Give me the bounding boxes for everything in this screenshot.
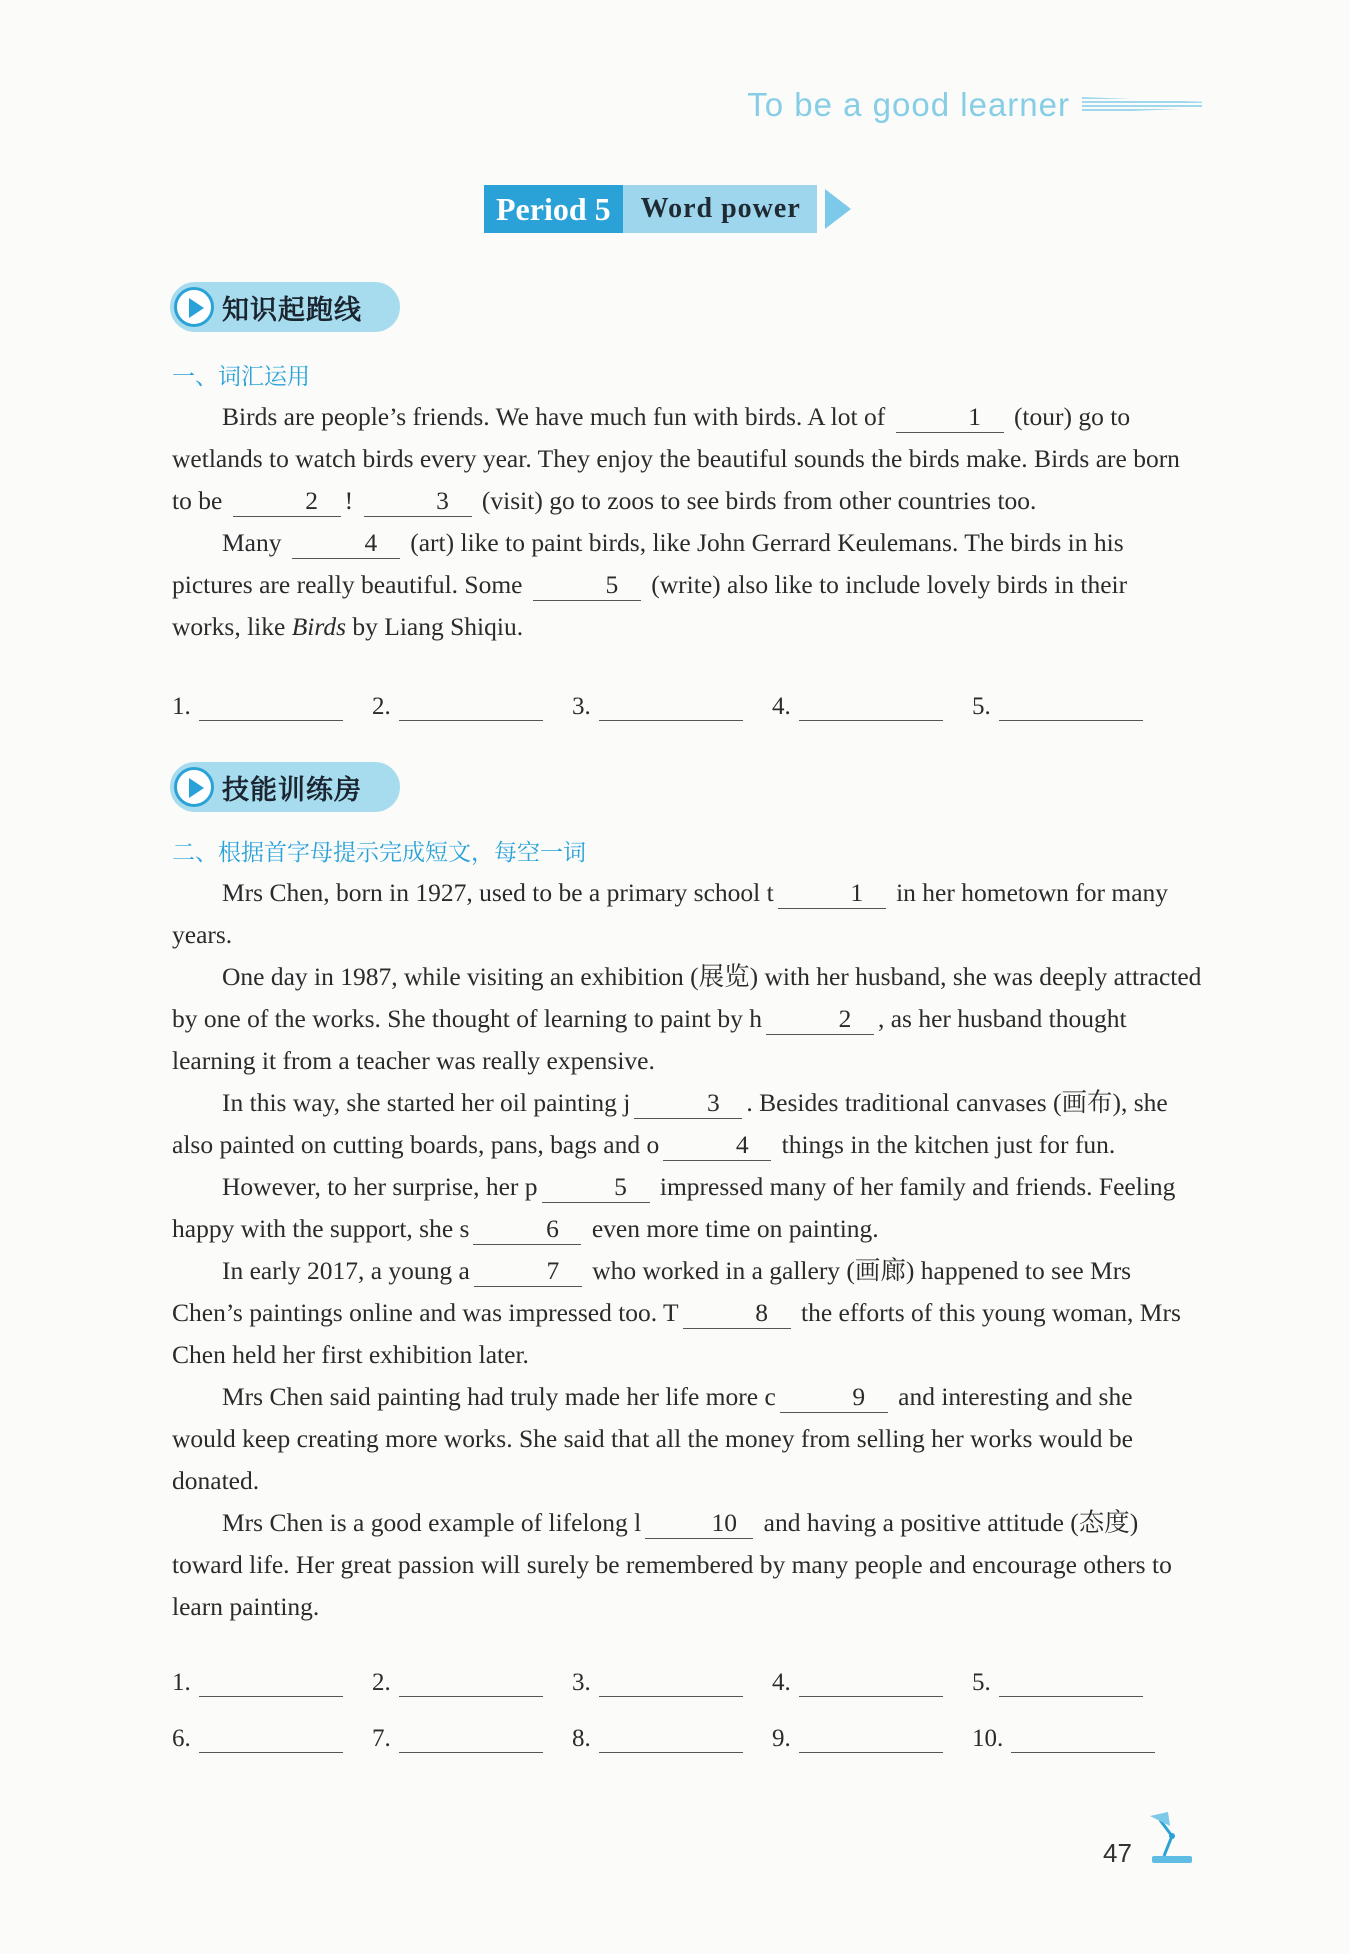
exercise-heading: 一、词汇运用 (172, 364, 310, 390)
paragraph (172, 522, 1202, 648)
section-pill-skills (170, 762, 400, 812)
paragraph (172, 1250, 1202, 1376)
section-title: 知识起跑线 (222, 294, 362, 326)
answer-label: 10. (972, 1725, 1004, 1752)
text-run: . Besides traditional canvases (画布), she also painted on cutting boards, pans, bags and o (172, 1088, 1168, 1159)
paragraph (172, 1082, 1202, 1166)
answer-label: 1. (172, 1669, 191, 1696)
text-run: (write) also like to include lovely birds in their works, like (172, 570, 1128, 641)
answer-line[interactable] (199, 1668, 343, 1697)
text-run: However, to her surprise, her p (222, 1172, 538, 1201)
text-run: ! (344, 486, 354, 515)
blank-8[interactable]: 8 (683, 1298, 791, 1329)
text-run: Birds are people’s friends. We have much fun with birds. A lot of (222, 402, 886, 431)
blank-1[interactable]: 1 (778, 878, 886, 909)
text-run: (art) like to paint birds, like John Gerrard Keulemans. The birds in his pictures are really beautiful. Some (172, 528, 1124, 599)
play-icon (174, 767, 214, 807)
answer-label: 5. (972, 1669, 991, 1696)
answer-row (172, 1724, 1172, 1753)
book-title: Birds (291, 612, 347, 641)
running-head-rule (1082, 97, 1202, 113)
text-run: who worked in a gallery (画廊) happened to see Mrs Chen’s paintings online and was impressed too. T (172, 1256, 1132, 1327)
exercise-heading: 二、根据首字母提示完成短文，每空一词 (172, 840, 586, 866)
text-run: and interesting and she would keep creating more works. She said that all the money from selling her works would be donated. (172, 1382, 1133, 1495)
answer-label: 9. (772, 1725, 791, 1752)
page-number: 47 (1103, 1838, 1132, 1868)
text-run: even more time on painting. (591, 1214, 879, 1243)
blank-7[interactable]: 7 (474, 1256, 582, 1287)
text-run: the efforts of this young woman, Mrs Chen held her first exhibition later. (172, 1298, 1181, 1369)
answer-label: 7. (372, 1725, 391, 1752)
answer-line[interactable] (999, 1668, 1143, 1697)
paragraph (172, 1376, 1202, 1502)
answer-line[interactable] (1011, 1724, 1155, 1753)
answer-line[interactable] (399, 692, 543, 721)
answer-label: 5. (972, 693, 991, 720)
text-run: in her hometown for many years. (172, 878, 1169, 949)
passage-2 (172, 872, 1202, 1628)
blank-3[interactable]: 3 (364, 486, 472, 517)
running-head (747, 86, 1202, 124)
desk-lamp-icon (1142, 1808, 1202, 1868)
running-head-text: To be a good learner (747, 86, 1070, 123)
answer-line[interactable] (199, 692, 343, 721)
answer-label: 3. (572, 693, 591, 720)
paragraph (172, 1166, 1202, 1250)
blank-3[interactable]: 3 (634, 1088, 742, 1119)
blank-4[interactable]: 4 (663, 1130, 771, 1161)
blank-5[interactable]: 5 (542, 1172, 650, 1203)
text-run: One day in 1987, while visiting an exhibition (展览) with her husband, she was deeply attracted by one of the works. She thought of learning to paint by h (172, 962, 1202, 1033)
text-run: things in the kitchen just for fun. (781, 1130, 1116, 1159)
blank-2[interactable]: 2 (766, 1004, 874, 1035)
answer-label: 1. (172, 693, 191, 720)
period-banner (484, 185, 851, 233)
banner-arrow-icon (825, 189, 851, 229)
blank-4[interactable]: 4 (292, 528, 400, 559)
answer-line[interactable] (799, 1668, 943, 1697)
paragraph (172, 1502, 1202, 1628)
period-label: Period 5 (484, 185, 623, 233)
text-run: and having a positive attitude (态度) toward life. Her great passion will surely be remembered by many people and encourage others to learn painting. (172, 1508, 1172, 1621)
section-pill-knowledge (170, 282, 400, 332)
period-title: Word power (623, 185, 817, 233)
answer-line[interactable] (399, 1668, 543, 1697)
blank-2[interactable]: 2 (233, 486, 341, 517)
paragraph (172, 872, 1202, 956)
text-run: by Liang Shiqiu. (352, 612, 524, 641)
blank-1[interactable]: 1 (896, 402, 1004, 433)
answer-line[interactable] (399, 1724, 543, 1753)
answer-row (172, 692, 1172, 721)
answer-line[interactable] (999, 692, 1143, 721)
answer-line[interactable] (599, 692, 743, 721)
answer-line[interactable] (199, 1724, 343, 1753)
answer-label: 2. (372, 693, 391, 720)
answer-label: 2. (372, 1669, 391, 1696)
answer-label: 6. (172, 1725, 191, 1752)
text-run: Mrs Chen said painting had truly made her life more c (222, 1382, 776, 1411)
answer-row (172, 1668, 1172, 1697)
text-run: In this way, she started her oil painting j (222, 1088, 631, 1117)
answer-label: 4. (772, 1669, 791, 1696)
passage-1 (172, 396, 1202, 648)
text-run: impressed many of her family and friends. Feeling happy with the support, she s (172, 1172, 1176, 1243)
answer-label: 3. (572, 1669, 591, 1696)
blank-6[interactable]: 6 (473, 1214, 581, 1245)
answer-line[interactable] (599, 1668, 743, 1697)
paragraph (172, 396, 1202, 522)
text-run: (tour) go to wetlands to watch birds every year. They enjoy the beautiful sounds the birds make. Birds are born to be (172, 402, 1180, 515)
blank-5[interactable]: 5 (533, 570, 641, 601)
answer-label: 8. (572, 1725, 591, 1752)
play-icon (174, 287, 214, 327)
blank-10[interactable]: 10 (645, 1508, 753, 1539)
blank-9[interactable]: 9 (780, 1382, 888, 1413)
answer-line[interactable] (799, 1724, 943, 1753)
answer-line[interactable] (599, 1724, 743, 1753)
answer-label: 4. (772, 693, 791, 720)
text-run: Mrs Chen is a good example of lifelong l (222, 1508, 642, 1537)
text-run: , as her husband thought learning it from a teacher was really expensive. (172, 1004, 1127, 1075)
paragraph (172, 956, 1202, 1082)
text-run: Mrs Chen, born in 1927, used to be a primary school t (222, 878, 774, 907)
text-run: (visit) go to zoos to see birds from other countries too. (481, 486, 1037, 515)
text-run: In early 2017, a young a (222, 1256, 470, 1285)
section-title: 技能训练房 (222, 774, 362, 806)
text-run: Many (222, 528, 282, 557)
answer-line[interactable] (799, 692, 943, 721)
